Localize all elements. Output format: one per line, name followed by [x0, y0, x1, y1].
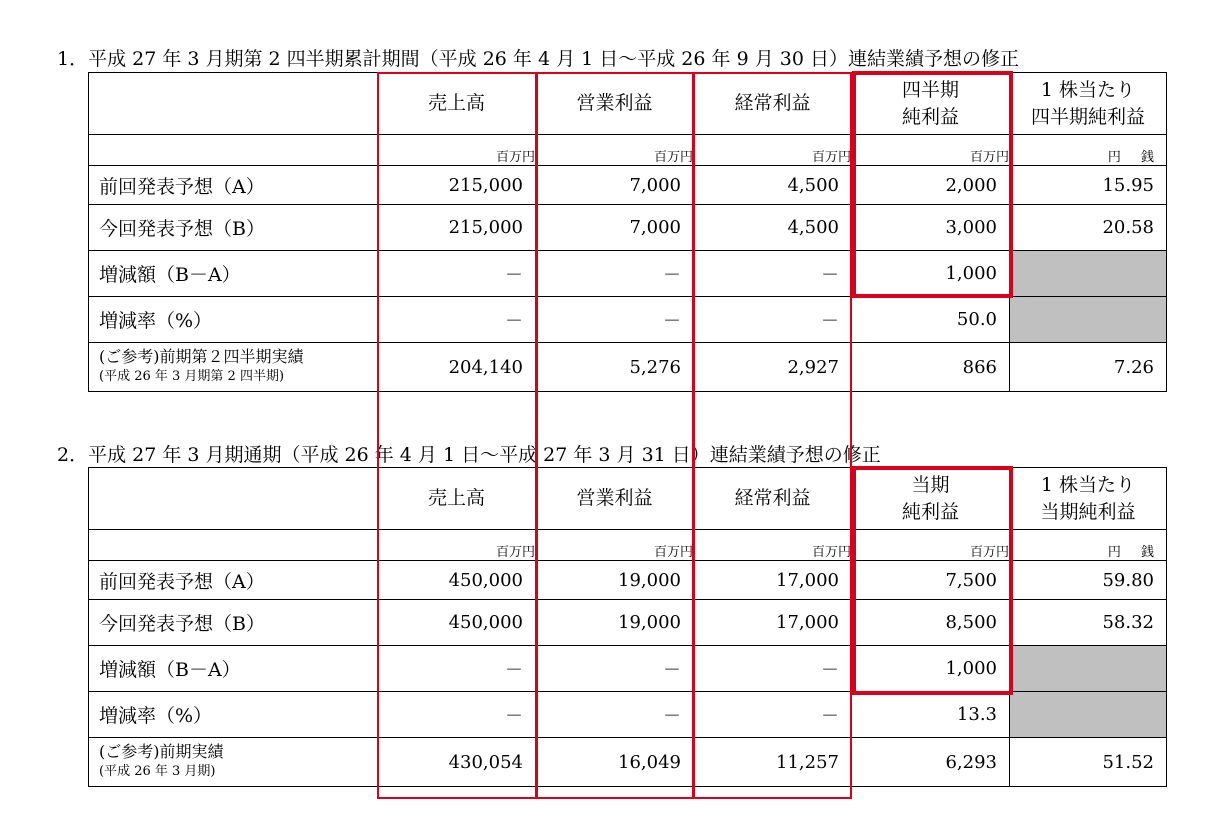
shaded-cell: [1010, 251, 1167, 297]
header-row: [89, 468, 1167, 530]
value-cell: 450,000: [378, 561, 536, 600]
value-cell: 450,000: [378, 600, 536, 646]
header-row: [89, 73, 1167, 135]
header-eps-l2: 当期純利益: [1040, 500, 1136, 523]
table-row: [89, 600, 1167, 646]
header-net-income-l2: 純利益: [901, 500, 959, 523]
value-cell: －: [536, 692, 694, 738]
value-cell: 2,000: [852, 166, 1010, 205]
table-row: [89, 166, 1167, 205]
header-eps: [1010, 468, 1167, 530]
value-cell: 215,000: [378, 205, 536, 251]
value-cell: 17,000: [694, 600, 852, 646]
value-cell: －: [378, 646, 536, 692]
value-cell: 59.80: [1010, 561, 1167, 600]
table-row: [89, 205, 1167, 251]
unit-cell: 百万円: [536, 530, 694, 561]
shaded-cell: [1010, 692, 1167, 738]
row-label: 前回発表予想（A）: [89, 166, 378, 205]
header-eps-l1: 1 株当たり: [1040, 473, 1136, 496]
value-cell: 7.26: [1010, 343, 1167, 392]
value-cell: －: [378, 251, 536, 297]
row-label: [89, 738, 378, 787]
value-cell: －: [694, 646, 852, 692]
header-eps-l2: 四半期純利益: [1030, 105, 1145, 128]
value-cell: 17,000: [694, 561, 852, 600]
table-row: [89, 561, 1167, 600]
header-ordinary-income: 経常利益: [694, 468, 852, 530]
row-label: 増減額（B－A）: [89, 251, 378, 297]
value-cell: －: [378, 297, 536, 343]
header-operating-income: 営業利益: [536, 73, 694, 135]
unit-blank: [89, 530, 378, 561]
unit-cell: 百万円: [694, 530, 852, 561]
table-row: [89, 692, 1167, 738]
value-cell: －: [378, 692, 536, 738]
header-eps-l1: 1 株当たり: [1040, 78, 1136, 101]
value-cell: 7,000: [536, 205, 694, 251]
header-net-income-l1: 四半期: [901, 78, 959, 101]
row-label: 前回発表予想（A）: [89, 561, 378, 600]
header-net-income: [852, 73, 1010, 135]
value-cell: －: [694, 251, 852, 297]
value-cell: 204,140: [378, 343, 536, 392]
value-cell: 20.58: [1010, 205, 1167, 251]
shaded-cell: [1010, 297, 1167, 343]
value-cell: －: [694, 692, 852, 738]
value-cell: 11,257: [694, 738, 852, 787]
value-cell: －: [536, 251, 694, 297]
header-sales: 売上高: [378, 468, 536, 530]
unit-cell: 円 銭: [1010, 135, 1167, 166]
value-cell: 8,500: [852, 600, 1010, 646]
table-row: [89, 251, 1167, 297]
value-cell: 1,000: [852, 251, 1010, 297]
unit-cell: 百万円: [536, 135, 694, 166]
forecast-table-q2: [88, 72, 1167, 392]
row-label: 増減率（%）: [89, 297, 378, 343]
unit-cell: 百万円: [378, 530, 536, 561]
ref-label-line1: (ご参考)前期第２四半期実績: [99, 347, 304, 366]
table-row-reference: [89, 738, 1167, 787]
unit-blank: [89, 135, 378, 166]
unit-cell: 円 銭: [1010, 530, 1167, 561]
value-cell: 4,500: [694, 205, 852, 251]
value-cell: 19,000: [536, 600, 694, 646]
value-cell: 215,000: [378, 166, 536, 205]
table-row: [89, 297, 1167, 343]
value-cell: 2,927: [694, 343, 852, 392]
table-row-reference: [89, 343, 1167, 392]
header-operating-income: 営業利益: [536, 468, 694, 530]
value-cell: 6,293: [852, 738, 1010, 787]
unit-cell: 百万円: [852, 135, 1010, 166]
header-net-income-l1: 当期: [911, 473, 950, 496]
header-net-income-l2: 純利益: [901, 105, 959, 128]
value-cell: 4,500: [694, 166, 852, 205]
row-label: 今回発表予想（B）: [89, 205, 378, 251]
value-cell: 58.32: [1010, 600, 1167, 646]
row-label: 増減額（B－A）: [89, 646, 378, 692]
value-cell: 50.0: [852, 297, 1010, 343]
value-cell: 15.95: [1010, 166, 1167, 205]
row-label: 今回発表予想（B）: [89, 600, 378, 646]
header-blank: [89, 468, 378, 530]
value-cell: 1,000: [852, 646, 1010, 692]
value-cell: －: [694, 297, 852, 343]
value-cell: 13.3: [852, 692, 1010, 738]
table-row: [89, 646, 1167, 692]
ref-label-line2: (平成 26 年 3 月期第 2 四半期): [99, 369, 285, 384]
value-cell: 51.52: [1010, 738, 1167, 787]
row-label: [89, 343, 378, 392]
ref-label-line1: (ご参考)前期実績: [99, 742, 224, 761]
value-cell: 430,054: [378, 738, 536, 787]
value-cell: 16,049: [536, 738, 694, 787]
shaded-cell: [1010, 646, 1167, 692]
header-blank: [89, 73, 378, 135]
header-net-income: [852, 468, 1010, 530]
value-cell: 866: [852, 343, 1010, 392]
header-sales: 売上高: [378, 73, 536, 135]
unit-row: [89, 530, 1167, 561]
value-cell: 3,000: [852, 205, 1010, 251]
ref-label-line2: (平成 26 年 3 月期): [99, 764, 216, 779]
unit-row: [89, 135, 1167, 166]
section1-heading: 1．平成 27 年 3 月期第 2 四半期累計期間（平成 26 年 4 月 1 日～平成 26 年 9 月 30 日）連結業績予想の修正: [57, 48, 1019, 70]
value-cell: 19,000: [536, 561, 694, 600]
row-label: 増減率（%）: [89, 692, 378, 738]
section2-heading: 2．平成 27 年 3 月期通期（平成 26 年 4 月 1 日～平成 27 年 3 月 31 日）連結業績予想の修正: [57, 444, 881, 466]
value-cell: 5,276: [536, 343, 694, 392]
header-eps: [1010, 73, 1167, 135]
value-cell: －: [536, 646, 694, 692]
value-cell: 7,500: [852, 561, 1010, 600]
value-cell: 7,000: [536, 166, 694, 205]
value-cell: －: [536, 297, 694, 343]
header-ordinary-income: 経常利益: [694, 73, 852, 135]
forecast-table-full-year: [88, 467, 1167, 787]
unit-cell: 百万円: [852, 530, 1010, 561]
unit-cell: 百万円: [694, 135, 852, 166]
unit-cell: 百万円: [378, 135, 536, 166]
